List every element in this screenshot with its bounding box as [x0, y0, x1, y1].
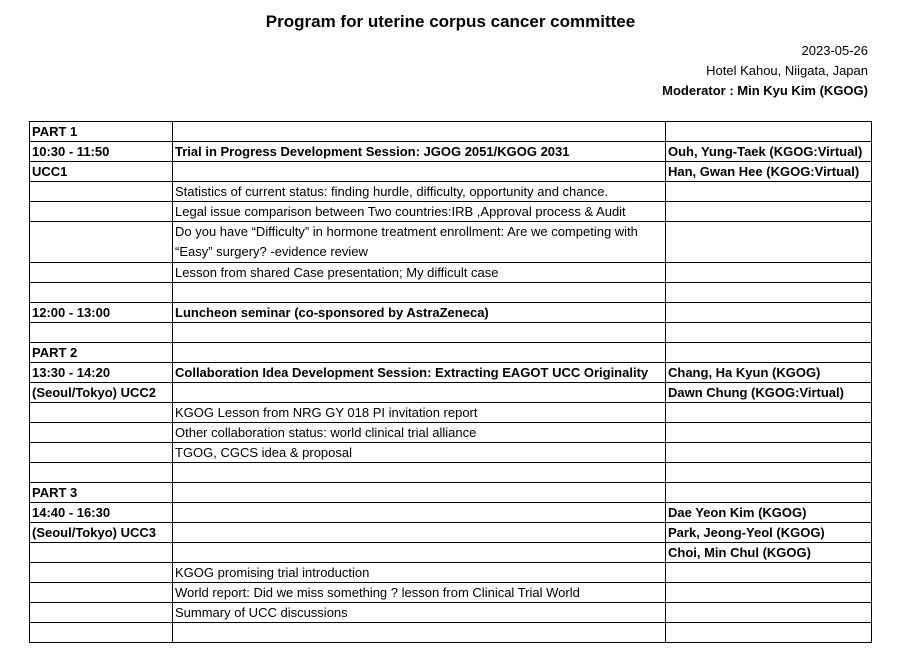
speaker-cell: Dae Yeon Kim (KGOG): [666, 503, 872, 523]
speaker-cell: [666, 182, 872, 202]
speaker-cell: Chang, Ha Kyun (KGOG): [666, 363, 872, 383]
session-topic-cell: Lesson from shared Case presentation; My difficult case: [173, 263, 666, 283]
session-topic-cell: [173, 122, 666, 142]
speaker-cell: [666, 403, 872, 423]
speaker-cell: [666, 202, 872, 222]
table-row: [30, 563, 872, 583]
meeting-venue: Hotel Kahou, Niigata, Japan: [706, 63, 868, 78]
session-topic-cell: [173, 162, 666, 182]
session-topic-cell: [173, 623, 666, 643]
time-or-part-cell: [30, 423, 173, 443]
session-topic-cell: [173, 283, 666, 303]
document-title: Program for uterine corpus cancer committee: [265, 12, 636, 31]
speaker-cell: [666, 563, 872, 583]
table-row: [30, 383, 872, 403]
time-or-part-cell: 10:30 - 11:50: [30, 142, 173, 162]
session-topic-cell: [173, 343, 666, 363]
session-topic-cell: Legal issue comparison between Two countries:IRB ,Approval process & Audit: [173, 202, 666, 222]
speaker-cell: [666, 483, 872, 503]
program-table-body: [30, 122, 872, 643]
session-topic-cell: [173, 463, 666, 483]
speaker-cell: [666, 623, 872, 643]
table-row: [30, 283, 872, 303]
time-or-part-cell: (Seoul/Tokyo) UCC3: [30, 523, 173, 543]
table-row: [30, 363, 872, 383]
session-topic-cell: KGOG Lesson from NRG GY 018 PI invitation report: [173, 403, 666, 423]
table-row: [30, 222, 872, 263]
session-topic-cell: Other collaboration status: world clinical trial alliance: [173, 423, 666, 443]
speaker-cell: [666, 263, 872, 283]
time-or-part-cell: [30, 263, 173, 283]
table-row: [30, 443, 872, 463]
session-topic-cell: [173, 523, 666, 543]
time-or-part-cell: 12:00 - 13:00: [30, 303, 173, 323]
time-or-part-cell: [30, 202, 173, 222]
table-row: [30, 202, 872, 222]
table-row: [30, 323, 872, 343]
session-topic-cell: TGOG, CGCS idea & proposal: [173, 443, 666, 463]
time-or-part-cell: [30, 603, 173, 623]
table-row: [30, 303, 872, 323]
speaker-cell: Choi, Min Chul (KGOG): [666, 543, 872, 563]
session-topic-cell: [173, 483, 666, 503]
table-row: [30, 483, 872, 503]
table-row: [30, 122, 872, 142]
session-topic-cell: World report: Did we miss something ? lesson from Clinical Trial World: [173, 583, 666, 603]
session-topic-cell: Do you have “Difficulty” in hormone treatment enrollment: Are we competing with “Easy” surgery? -evidence review: [173, 222, 666, 263]
table-row: [30, 263, 872, 283]
table-row: [30, 583, 872, 603]
table-row: [30, 403, 872, 423]
speaker-cell: [666, 283, 872, 303]
session-topic-cell: Trial in Progress Development Session: JGOG 2051/KGOG 2031: [173, 142, 666, 162]
time-or-part-cell: [30, 222, 173, 263]
speaker-cell: [666, 222, 872, 263]
speaker-cell: Han, Gwan Hee (KGOG:Virtual): [666, 162, 872, 182]
session-topic-cell: [173, 543, 666, 563]
session-topic-cell: Collaboration Idea Development Session: Extracting EAGOT UCC Originality: [173, 363, 666, 383]
session-topic-cell: Luncheon seminar (co-sponsored by AstraZeneca): [173, 303, 666, 323]
time-or-part-cell: [30, 583, 173, 603]
session-topic-cell: [173, 323, 666, 343]
speaker-cell: [666, 583, 872, 603]
time-or-part-cell: PART 1: [30, 122, 173, 142]
speaker-cell: [666, 323, 872, 343]
speaker-cell: Ouh, Yung-Taek (KGOG:Virtual): [666, 142, 872, 162]
session-topic-cell: Summary of UCC discussions: [173, 603, 666, 623]
session-topic-cell: [173, 503, 666, 523]
speaker-cell: [666, 603, 872, 623]
table-row: [30, 423, 872, 443]
table-row: [30, 543, 872, 563]
table-row: [30, 463, 872, 483]
program-table: [29, 121, 872, 643]
speaker-cell: [666, 122, 872, 142]
speaker-cell: Park, Jeong-Yeol (KGOG): [666, 523, 872, 543]
session-topic-cell: Statistics of current status: finding hurdle, difficulty, opportunity and chance.: [173, 182, 666, 202]
table-row: [30, 503, 872, 523]
speaker-cell: [666, 463, 872, 483]
time-or-part-cell: 13:30 - 14:20: [30, 363, 173, 383]
session-topic-cell: [173, 383, 666, 403]
time-or-part-cell: [30, 623, 173, 643]
table-row: [30, 603, 872, 623]
table-row: [30, 523, 872, 543]
time-or-part-cell: [30, 283, 173, 303]
moderator-label: Moderator : Min Kyu Kim (KGOG): [662, 83, 868, 98]
table-row: [30, 623, 872, 643]
table-row: [30, 343, 872, 363]
speaker-cell: [666, 423, 872, 443]
meeting-date: 2023-05-26: [801, 43, 868, 58]
time-or-part-cell: [30, 182, 173, 202]
time-or-part-cell: (Seoul/Tokyo) UCC2: [30, 383, 173, 403]
table-row: [30, 142, 872, 162]
speaker-cell: Dawn Chung (KGOG:Virtual): [666, 383, 872, 403]
speaker-cell: [666, 303, 872, 323]
time-or-part-cell: [30, 403, 173, 423]
speaker-cell: [666, 443, 872, 463]
table-row: [30, 182, 872, 202]
time-or-part-cell: [30, 323, 173, 343]
time-or-part-cell: UCC1: [30, 162, 173, 182]
time-or-part-cell: PART 2: [30, 343, 173, 363]
time-or-part-cell: [30, 563, 173, 583]
time-or-part-cell: [30, 543, 173, 563]
time-or-part-cell: [30, 443, 173, 463]
session-topic-cell: KGOG promising trial introduction: [173, 563, 666, 583]
time-or-part-cell: 14:40 - 16:30: [30, 503, 173, 523]
speaker-cell: [666, 343, 872, 363]
time-or-part-cell: PART 3: [30, 483, 173, 503]
table-row: [30, 162, 872, 182]
time-or-part-cell: [30, 463, 173, 483]
